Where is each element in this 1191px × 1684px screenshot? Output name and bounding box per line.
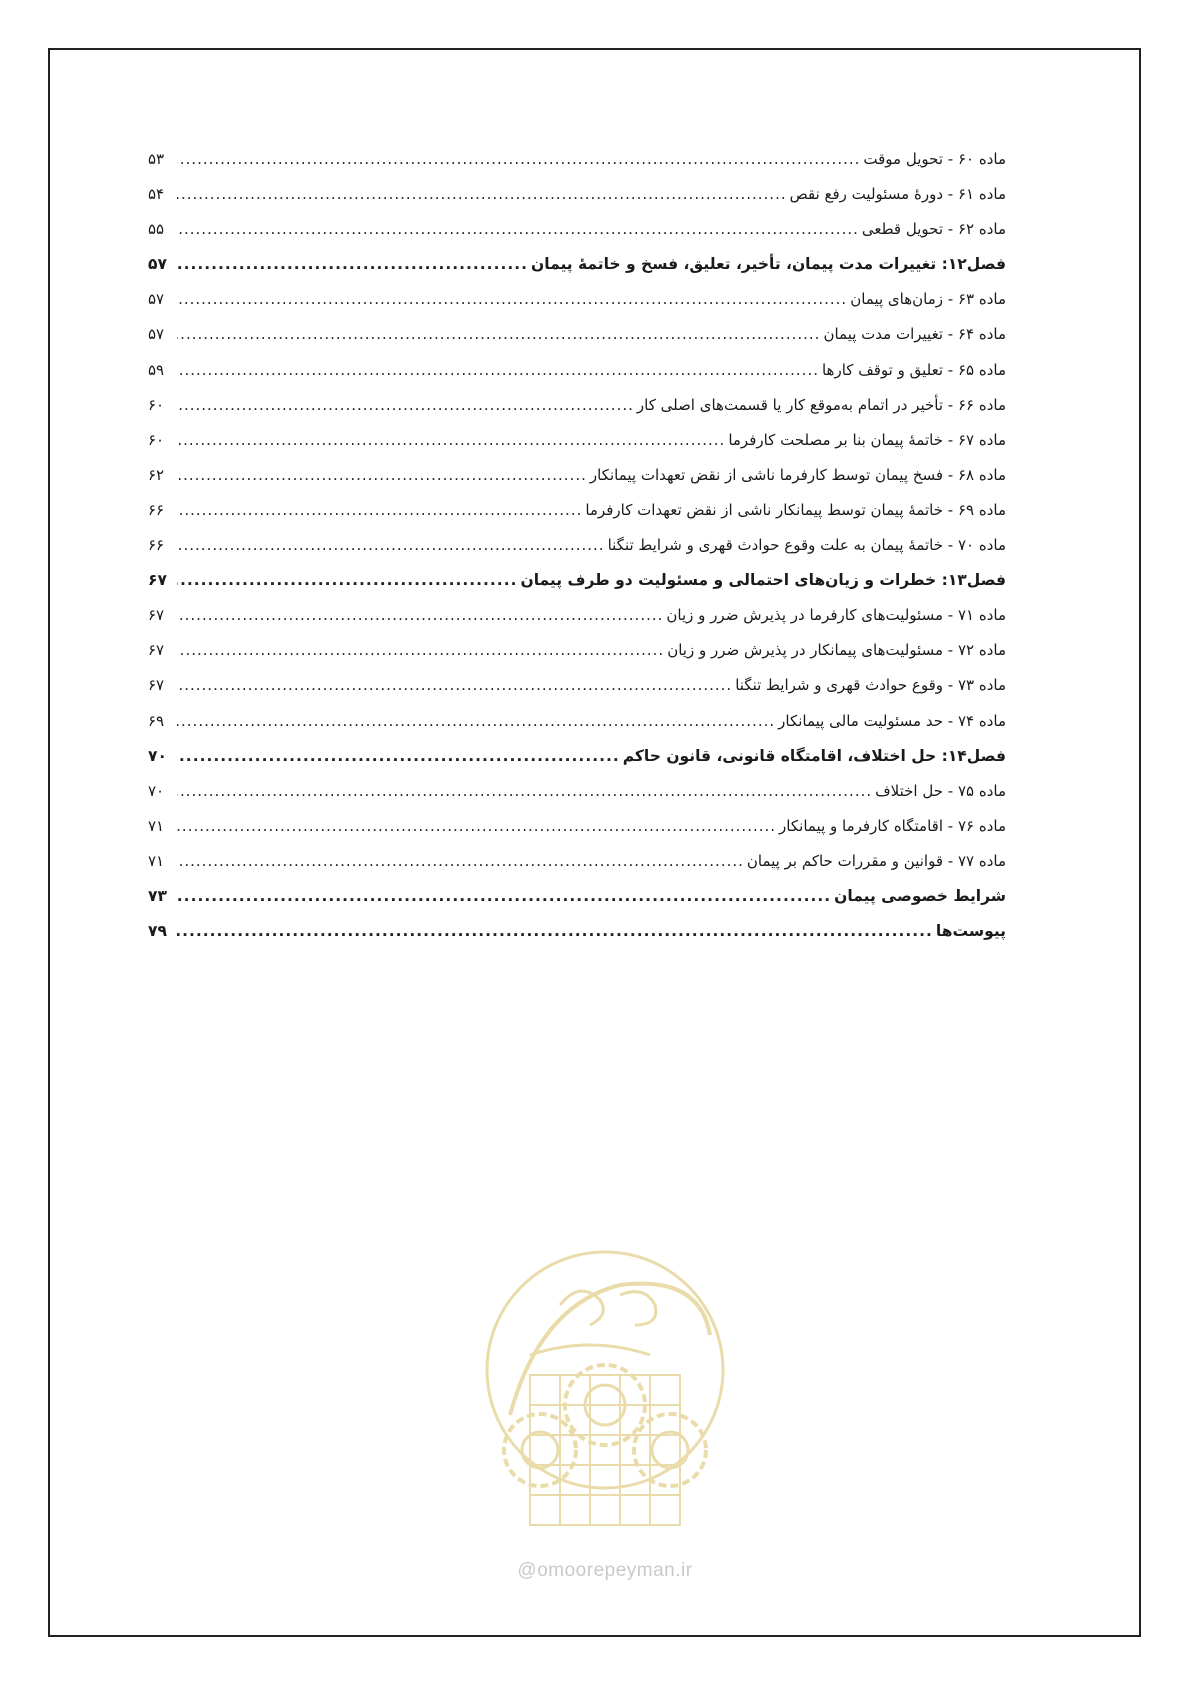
toc-entry-title: ماده ۶۴ - تغییرات مدت پیمان — [823, 325, 1006, 344]
dot-leader — [177, 185, 787, 203]
toc-entry-title: ماده ۷۰ - خاتمهٔ پیمان به علت وقوع حوادث قهری و شرایط تنگنا — [607, 536, 1006, 555]
toc-page-number: ۵۷ — [148, 255, 167, 274]
toc-entry-title: فصل۱۳: خطرات و زیان‌های احتمالی و مسئولیت دو طرف پیمان — [520, 571, 1006, 590]
toc-page-number: ۷۱ — [148, 816, 165, 835]
watermark-seal-icon — [470, 1245, 740, 1545]
toc-entry — [148, 431, 1006, 466]
dot-leader — [177, 290, 847, 308]
toc-entry — [148, 325, 1006, 360]
toc-entry — [148, 220, 1006, 255]
toc-entry — [148, 185, 1006, 220]
dot-leader — [177, 431, 725, 449]
dot-leader — [177, 852, 744, 870]
toc-entry-title: ماده ۶۶ - تأخیر در اتمام به‌موقع کار یا قسمت‌های اصلی کار — [636, 395, 1006, 414]
dot-leader — [177, 712, 775, 730]
toc-page-number: ۶۷ — [148, 676, 165, 695]
toc-page-number: ۷۱ — [148, 851, 165, 870]
toc-entry-title: ماده ۷۷ - قوانین و مقررات حاکم بر پیمان — [746, 851, 1006, 870]
toc-entry — [148, 817, 1006, 852]
dot-leader — [177, 676, 732, 694]
toc-page-number: ۵۵ — [148, 220, 165, 239]
toc-section-heading — [148, 571, 1006, 606]
toc-entry — [148, 290, 1006, 325]
toc-page-number: ۶۶ — [148, 500, 165, 519]
toc-entry-title: ماده ۶۲ - تحویل قطعی — [861, 220, 1006, 239]
dot-leader — [177, 782, 872, 800]
dot-leader — [177, 466, 587, 484]
toc-entry — [148, 606, 1006, 641]
toc-entry-title: پیوست‌ها — [935, 922, 1006, 941]
toc-entry-title: فصل۱۲: تغییرات مدت پیمان، تأخیر، تعلیق، فسخ و خاتمهٔ پیمان — [531, 255, 1006, 274]
dot-leader — [177, 606, 663, 624]
toc-entry — [148, 712, 1006, 747]
toc-entry — [148, 676, 1006, 711]
toc-entry — [148, 466, 1006, 501]
toc-entry — [148, 782, 1006, 817]
toc-entry-title: ماده ۶۸ - فسخ پیمان توسط کارفرما ناشی از نقض تعهدات پیمانکار — [589, 465, 1006, 484]
toc-page-number: ۶۰ — [148, 395, 165, 414]
toc-entry-title: ماده ۷۴ - حد مسئولیت مالی پیمانکار — [778, 711, 1006, 730]
dot-leader — [177, 150, 860, 168]
toc-page-number: ۵۷ — [148, 290, 165, 309]
dot-leader — [177, 361, 819, 379]
toc-page-number: ۶۷ — [148, 571, 167, 590]
toc-page-number: ۶۷ — [148, 606, 165, 625]
toc-page-number: ۶۲ — [148, 465, 165, 484]
dot-leader — [177, 325, 820, 343]
dot-leader — [177, 536, 605, 554]
toc-entry — [148, 501, 1006, 536]
dot-leader — [177, 641, 664, 659]
dot-leader — [177, 255, 528, 273]
toc-page-number: ۶۹ — [148, 711, 165, 730]
toc-page-number: ۶۰ — [148, 430, 165, 449]
toc-entry-title: ماده ۷۶ - اقامتگاه کارفرما و پیمانکار — [779, 816, 1006, 835]
toc-entry-title: ماده ۷۳ - وقوع حوادث قهری و شرایط تنگنا — [735, 676, 1006, 695]
toc-page-number: ۷۳ — [148, 886, 167, 905]
toc-page-number: ۷۰ — [148, 746, 167, 765]
toc-entry-title: ماده ۶۷ - خاتمهٔ پیمان بنا بر مصلحت کارفرما — [728, 430, 1006, 449]
toc-entry-title: ماده ۷۱ - مسئولیت‌های کارفرما در پذیرش ضرر و زیان — [666, 606, 1006, 625]
toc-entry — [148, 536, 1006, 571]
dot-leader — [177, 922, 933, 940]
toc-entry-title: ماده ۶۹ - خاتمهٔ پیمان توسط پیمانکار ناشی از نقض تعهدات کارفرما — [585, 500, 1006, 519]
toc-entry-title: ماده ۶۰ - تحویل موقت — [863, 150, 1006, 168]
toc-page-number: ۶۶ — [148, 536, 165, 555]
toc-section-heading — [148, 887, 1006, 922]
dot-leader — [177, 501, 582, 519]
dot-leader — [177, 887, 831, 905]
toc-page-number: ۵۷ — [148, 325, 165, 344]
toc-page-number: ۷۹ — [148, 922, 167, 941]
toc-section-heading — [148, 747, 1006, 782]
toc-entry — [148, 361, 1006, 396]
dot-leader — [177, 747, 620, 765]
toc-page-number: ۶۷ — [148, 641, 165, 660]
toc-page-number: ۵۴ — [148, 185, 165, 204]
toc-entry-title: شرایط خصوصی پیمان — [834, 886, 1006, 905]
toc-page-number: ۵۹ — [148, 360, 165, 379]
dot-leader — [177, 571, 517, 589]
toc-section-heading — [148, 922, 1006, 957]
toc-page-number: ۵۳ — [148, 150, 165, 168]
table-of-contents — [148, 150, 1006, 957]
toc-section-heading — [148, 255, 1006, 290]
toc-entry — [148, 641, 1006, 676]
toc-page-number: ۷۰ — [148, 781, 165, 800]
toc-entry-title: ماده ۶۳ - زمان‌های پیمان — [850, 290, 1006, 309]
dot-leader — [177, 220, 859, 238]
toc-entry-title: ماده ۷۲ - مسئولیت‌های پیمانکار در پذیرش ضرر و زیان — [667, 641, 1006, 660]
dot-leader — [177, 396, 634, 414]
toc-entry — [148, 150, 1006, 185]
toc-entry-title: ماده ۶۵ - تعلیق و توقف کارها — [821, 360, 1006, 379]
dot-leader — [177, 817, 776, 835]
toc-entry — [148, 852, 1006, 887]
toc-entry — [148, 396, 1006, 431]
toc-entry-title: ماده ۷۵ - حل اختلاف — [875, 781, 1006, 800]
toc-entry-title: فصل۱۴: حل اختلاف، اقامتگاه قانونی، قانون حاکم — [622, 746, 1006, 765]
toc-entry-title: ماده ۶۱ - دورهٔ مسئولیت رفع نقص — [789, 185, 1006, 204]
watermark-url: @omoorepeyman.ir — [517, 1560, 693, 1581]
